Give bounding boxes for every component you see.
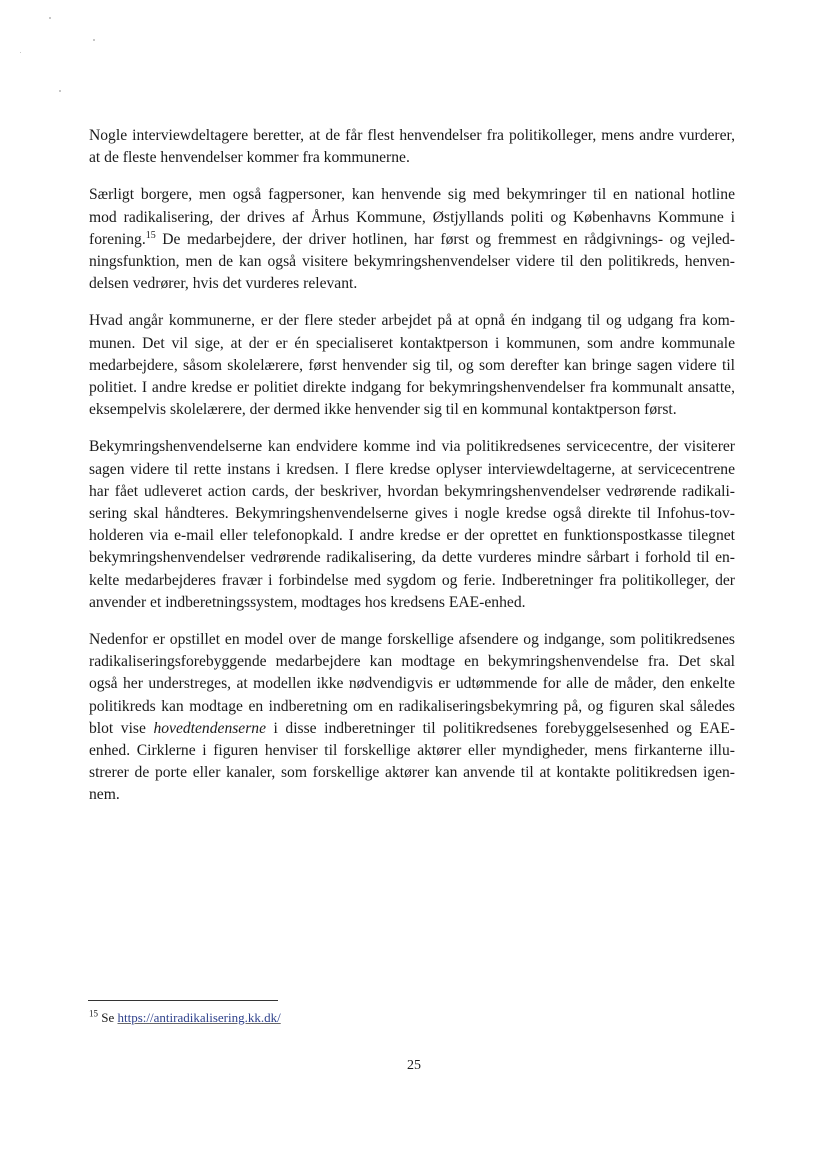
text-line-with-footnote	[89, 229, 735, 251]
paragraph-3	[89, 310, 735, 421]
emphasis-hovedtendenserne: hovedtendenserne	[153, 719, 267, 737]
text-line: bekymringshenvendelser vedrørende radikalisering, da dette vurderes mindre sårbart i forhold til en-	[89, 549, 735, 567]
text-line-with-emphasis	[89, 718, 735, 740]
page-number: 25	[407, 1058, 421, 1073]
text-line: politikreds kan modtage en indberetning om en radikaliseringsbekymring på, og figuren skal således	[89, 697, 735, 715]
text-segment: forening.	[89, 230, 146, 248]
paragraph-2	[89, 184, 735, 295]
text-line: sagen videre til rette instans i kredsen. I flere kredse oplyser interviewdeltagerne, at servicecentrene	[89, 460, 735, 478]
footnote-number: 15	[89, 1008, 98, 1019]
text-line: nem.	[89, 786, 120, 804]
text-line: kelte medarbejderes fravær i forbindelse med sygdom og ferie. Indberetninger fra politikolleger, der	[89, 571, 735, 589]
text-line: munen. Det vil sige, at der er én specialiseret kontaktperson i kommunen, som andre kommunale	[89, 334, 735, 352]
scan-speck	[49, 17, 51, 19]
text-line: delsen vedrører, hvis det vurderes relevant.	[89, 275, 358, 293]
footnote-prefix: Se	[101, 1010, 115, 1025]
text-line: Bekymringshenvendelserne kan endvidere komme ind via politikredsenes servicecentre, der visiterer	[89, 438, 735, 456]
text-line: Hvad angår kommunerne, er der flere steder arbejdet på at opnå én indgang til og udgang fra kom-	[89, 312, 735, 330]
scan-speck	[20, 52, 21, 53]
text-line: enhed. Cirklerne i figuren henviser til forskellige aktører eller myndigheder, mens firkanterne illu-	[89, 742, 735, 760]
paragraph-5	[89, 629, 735, 807]
scan-speck	[59, 90, 61, 92]
text-line: medarbejdere, såsom skolelærere, først henvender sig til, og som derefter kan bringe sagen videre til	[89, 356, 735, 374]
text-line: politiet. I andre kredse er politiet direkte indgang for bekymringshenvendelser fra kommunalt ansatte,	[89, 379, 735, 397]
text-line: Særligt borgere, men også fagpersoner, kan henvende sig med bekymringer til en national hotline	[89, 186, 735, 204]
text-line: strerer de porte eller kanaler, som forskellige aktører kan anvende til at kontakte politikredsen igen-	[89, 764, 735, 782]
text-segment: De medarbejdere, der driver hotlinen, har først og fremmest en rådgivnings- og vejled-	[162, 230, 735, 248]
text-line: eksempelvis skolelærere, der dermed ikke henvender sig til en kommunal kontaktperson først.	[89, 401, 677, 419]
paragraph-4	[89, 436, 735, 614]
text-line: anvender et indberetningssystem, modtages hos kredsens EAE-enhed.	[89, 593, 526, 611]
text-line: holderen via e-mail eller telefonopkald. I andre kredse er der oprettet en funktionspostkasse tilegnet	[89, 527, 735, 545]
text-line: mod radikalisering, der drives af Århus Kommune, Østjyllands politi og Københavns Kommune i	[89, 208, 735, 226]
text-line: også her understreges, at modellen ikke nødvendigvis er udtømmende for alle de måder, den enkelte	[89, 675, 735, 693]
text-segment: blot vise	[89, 719, 146, 737]
text-line: Nedenfor er opstillet en model over de mange forskellige afsendere og indgange, som politikredsenes	[89, 631, 735, 649]
body-text	[89, 125, 735, 822]
footnote-reference[interactable]: 15	[145, 229, 156, 241]
text-line: sering skal håndteres. Bekymringshenvendelserne gives i nogle kredse også direkte til Infohus-tov-	[89, 505, 735, 523]
text-line: radikaliseringsforebyggende medarbejdere kan modtage en bekymringshenvendelse fra. Det skal	[89, 653, 735, 671]
text-line: har fået udleveret action cards, der beskriver, hvordan bekymringshenvendelser vedrørende radikali-	[89, 482, 735, 500]
footnote-link[interactable]: https://antiradikalisering.kk.dk/	[117, 1010, 281, 1025]
footnote-separator	[88, 1000, 278, 1001]
paragraph-1	[89, 125, 735, 169]
scan-speck	[93, 39, 95, 41]
text-line: ningsfunktion, men de kan også visitere bekymringshenvendelser videre til den politikreds, henven-	[89, 253, 735, 271]
text-line: at de fleste henvendelser kommer fra kommunerne.	[89, 149, 410, 167]
text-line: Nogle interviewdeltagere beretter, at de får flest henvendelser fra politikolleger, mens andre vurderer,	[89, 127, 735, 144]
text-segment: i disse indberetninger til politikredsenes forebyggelsesenhed og EAE-	[273, 719, 735, 737]
footnote	[89, 1010, 281, 1026]
